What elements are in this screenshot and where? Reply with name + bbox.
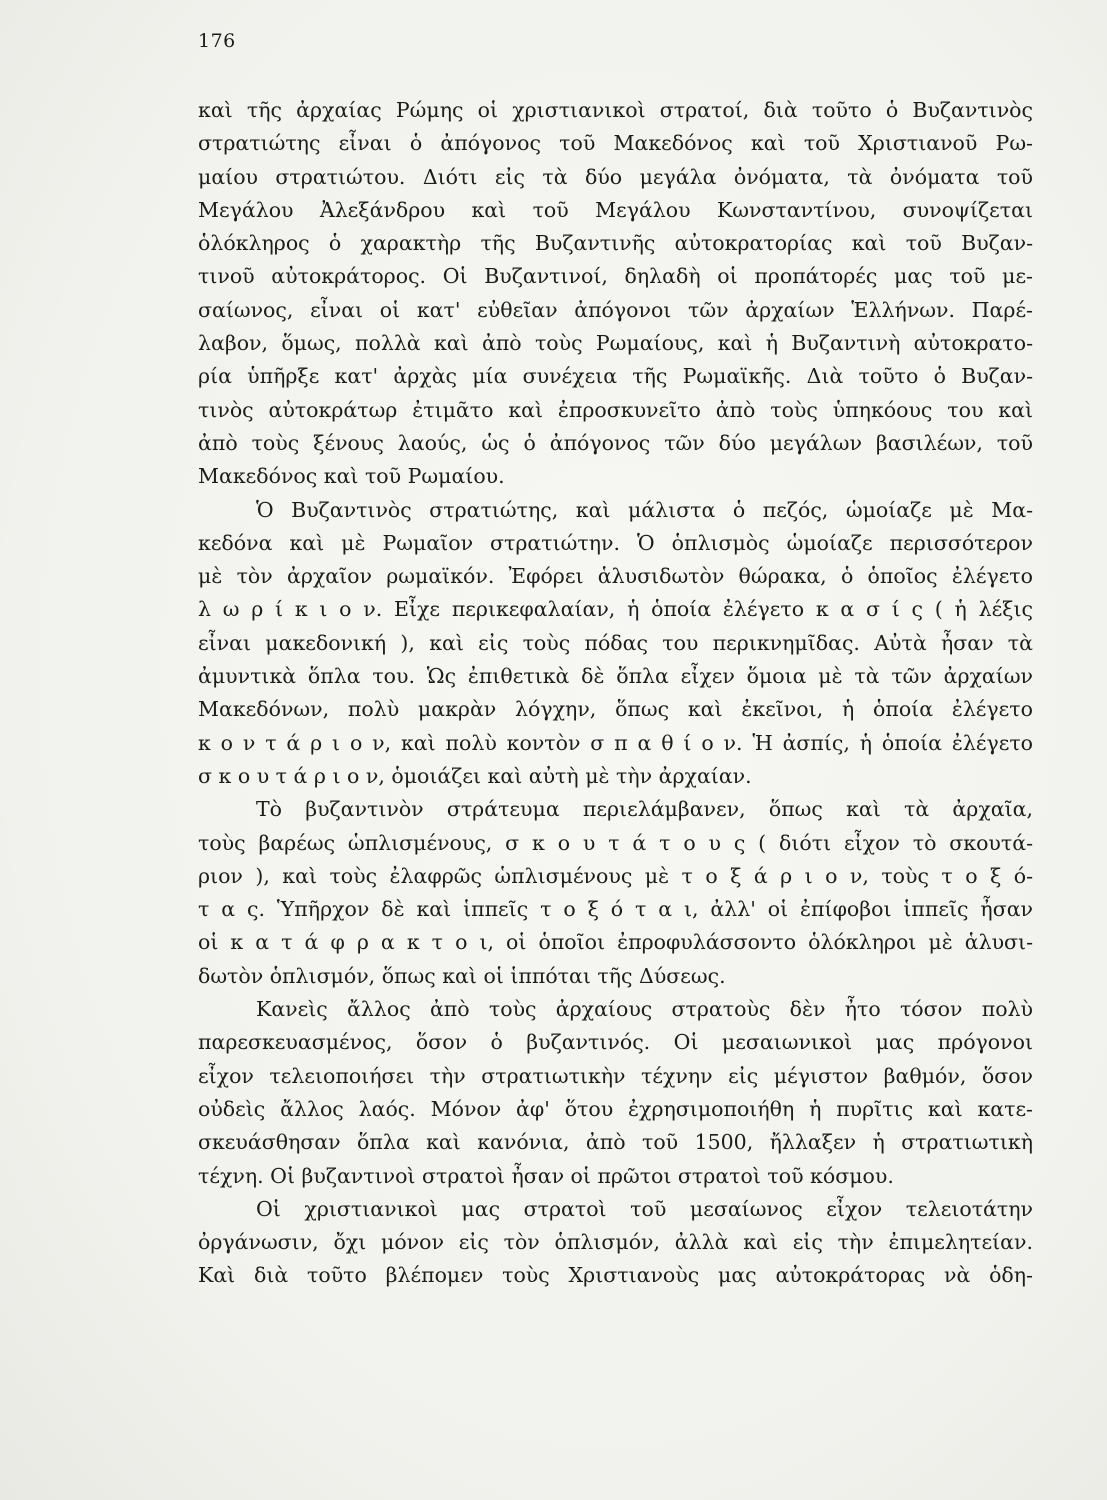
text-line: οὐδεὶς ἄλλος λαός. Μόνον ἀφ' ὅτου ἐχρησιμοποιήθη ἡ πυρῖτις καὶ κατε-: [198, 1096, 1033, 1121]
paragraph: [198, 793, 1033, 993]
text-line: σκευάσθησαν ὅπλα καὶ κανόνια, ἀπὸ τοῦ 1500, ἤλλαξεν ἡ στρατιωτικὴ: [198, 1130, 1033, 1155]
text-line: Τὸ βυζαντινὸν στράτευμα περιελάμβανεν, ὅπως καὶ τὰ ἀρχαῖα,: [256, 797, 1033, 822]
text-line: ὀργάνωσιν, ὄχι μόνον εἰς τὸν ὁπλισμόν, ἀλλὰ καὶ εἰς τὴν ἐπιμελητείαν.: [198, 1230, 1033, 1255]
paragraph: [198, 1193, 1033, 1293]
text-line: Μεγάλου Ἀλεξάνδρου καὶ τοῦ Μεγάλου Κωνσταντίνου, συνοψίζεται: [198, 197, 1033, 222]
text-line: ἀμυντικὰ ὅπλα του. Ὡς ἐπιθετικὰ δὲ ὅπλα εἶχεν ὅμοια μὲ τὰ τῶν ἀρχαίων: [198, 664, 1033, 689]
text-line: μαίου στρατιώτου. Διότι εἰς τὰ δύο μεγάλα ὀνόματα, τὰ ὀνόματα τοῦ: [198, 164, 1033, 189]
text-line: λ ω ρ ί κ ι ο ν. Εἶχε περικεφαλαίαν, ἡ ὁποία ἐλέγετο κ α σ ί ς ( ἡ λέξις: [198, 597, 1033, 622]
text-line: δωτὸν ὁπλισμόν, ὅπως καὶ οἱ ἱππόται τῆς Δύσεως.: [198, 963, 726, 988]
text-line: εἶναι μακεδονική ), καὶ εἰς τοὺς πόδας του περικνημῖδας. Αὐτὰ ἦσαν τὰ: [198, 630, 1033, 655]
text-line: εἶχον τελειοποιήσει τὴν στρατιωτικὴν τέχνην εἰς μέγιστον βαθμόν, ὅσον: [198, 1063, 1033, 1088]
text-line: τινοῦ αὐτοκράτορος. Οἱ Βυζαντινοί, δηλαδὴ οἱ προπάτορές μας τοῦ με-: [198, 264, 1033, 289]
paragraph: [198, 993, 1033, 1193]
text-line: τινὸς αὐτοκράτωρ ἐτιμᾶτο καὶ ἐπροσκυνεῖτο ἀπὸ τοὺς ὑπηκόους του καὶ: [198, 397, 1033, 422]
text-line: ὁλόκληρος ὁ χαρακτὴρ τῆς Βυζαντινῆς αὐτοκρατορίας καὶ τοῦ Βυζαν-: [198, 231, 1033, 256]
text-line: Ὁ Βυζαντινὸς στρατιώτης, καὶ μάλιστα ὁ πεζός, ὡμοίαζε μὲ Μα-: [256, 497, 1033, 522]
body-text: [198, 94, 1033, 1293]
text-line: ρία ὑπῆρξε κατ' ἀρχὰς μία συνέχεια τῆς Ρωμαϊκῆς. Διὰ τοῦτο ὁ Βυζαν-: [198, 364, 1033, 389]
text-line: σ κ ο υ τ ά ρ ι ο ν, ὁμοιάζει καὶ αὐτὴ μὲ τὴν ἀρχαίαν.: [198, 763, 752, 788]
text-line: στρατιώτης εἶναι ὁ ἀπόγονος τοῦ Μακεδόνος καὶ τοῦ Χριστιανοῦ Ρω-: [198, 131, 1033, 156]
page-number: 176: [198, 30, 236, 52]
text-line: ἀπὸ τοὺς ξένους λαούς, ὡς ὁ ἀπόγονος τῶν δύο μεγάλων βασιλέων, τοῦ: [198, 430, 1033, 455]
text-line: κ ο ν τ ά ρ ι ο ν, καὶ πολὺ κοντὸν σ π α θ ί ο ν. Ἡ ἀσπίς, ἡ ὁποία ἐλέγετο: [198, 730, 1033, 755]
text-line: οἱ κ α τ ά φ ρ α κ τ ο ι, οἱ ὁποῖοι ἐπροφυλάσσοντο ὁλόκληροι μὲ ἁλυσι-: [198, 930, 1033, 955]
text-line: μὲ τὸν ἀρχαῖον ρωμαϊκόν. Ἐφόρει ἁλυσιδωτὸν θώρακα, ὁ ὁποῖος ἐλέγετο: [198, 564, 1033, 589]
text-line: τ α ς. Ὑπῆρχον δὲ καὶ ἱππεῖς τ ο ξ ό τ α ι, ἀλλ' οἱ ἐπίφοβοι ἱππεῖς ἦσαν: [198, 897, 1033, 922]
text-line: Οἱ χριστιανικοὶ μας στρατοὶ τοῦ μεσαίωνος εἶχον τελειοτάτην: [256, 1196, 1033, 1221]
text-line: σαίωνος, εἶναι οἱ κατ' εὐθεῖαν ἀπόγονοι τῶν ἀρχαίων Ἑλλήνων. Παρέ-: [198, 297, 1033, 322]
text-line: Κανεὶς ἄλλος ἀπὸ τοὺς ἀρχαίους στρατοὺς δὲν ἦτο τόσον πολὺ: [256, 997, 1033, 1022]
text-line: ριον ), καὶ τοὺς ἐλαφρῶς ὡπλισμένους μὲ τ ο ξ ά ρ ι ο ν, τοὺς τ ο ξ ό-: [198, 863, 1033, 888]
text-line: λαβον, ὅμως, πολλὰ καὶ ἀπὸ τοὺς Ρωμαίους, καὶ ἡ Βυζαντινὴ αὐτοκρατο-: [198, 331, 1033, 356]
text-line: τοὺς βαρέως ὡπλισμένους, σ κ ο υ τ ά τ ο υ ς ( διότι εἶχον τὸ σκουτά-: [198, 830, 1033, 855]
text-line: παρεσκευασμένος, ὅσον ὁ βυζαντινός. Οἱ μεσαιωνικοὶ μας πρόγονοι: [198, 1030, 1033, 1055]
text-line: Μακεδόνος καὶ τοῦ Ρωμαίου.: [198, 464, 505, 489]
paragraph: [198, 94, 1033, 494]
text-line: κεδόνα καὶ μὲ Ρωμαῖον στρατιώτην. Ὁ ὁπλισμὸς ὡμοίαζε περισσότερον: [198, 530, 1033, 555]
text-line: Καὶ διὰ τοῦτο βλέπομεν τοὺς Χριστιανοὺς μας αὐτοκράτορας νὰ ὁδη-: [198, 1263, 1033, 1288]
text-line: Μακεδόνων, πολὺ μακρὰν λόγχην, ὅπως καὶ ἐκεῖνοι, ἡ ὁποία ἐλέγετο: [198, 697, 1033, 722]
paragraph: [198, 494, 1033, 794]
text-line: καὶ τῆς ἀρχαίας Ρώμης οἱ χριστιανικοὶ στρατοί, διὰ τοῦτο ὁ Βυζαντινὸς: [198, 98, 1033, 122]
text-line: τέχνη. Οἱ βυζαντινοὶ στρατοὶ ἦσαν οἱ πρῶτοι στρατοὶ τοῦ κόσμου.: [198, 1163, 894, 1188]
